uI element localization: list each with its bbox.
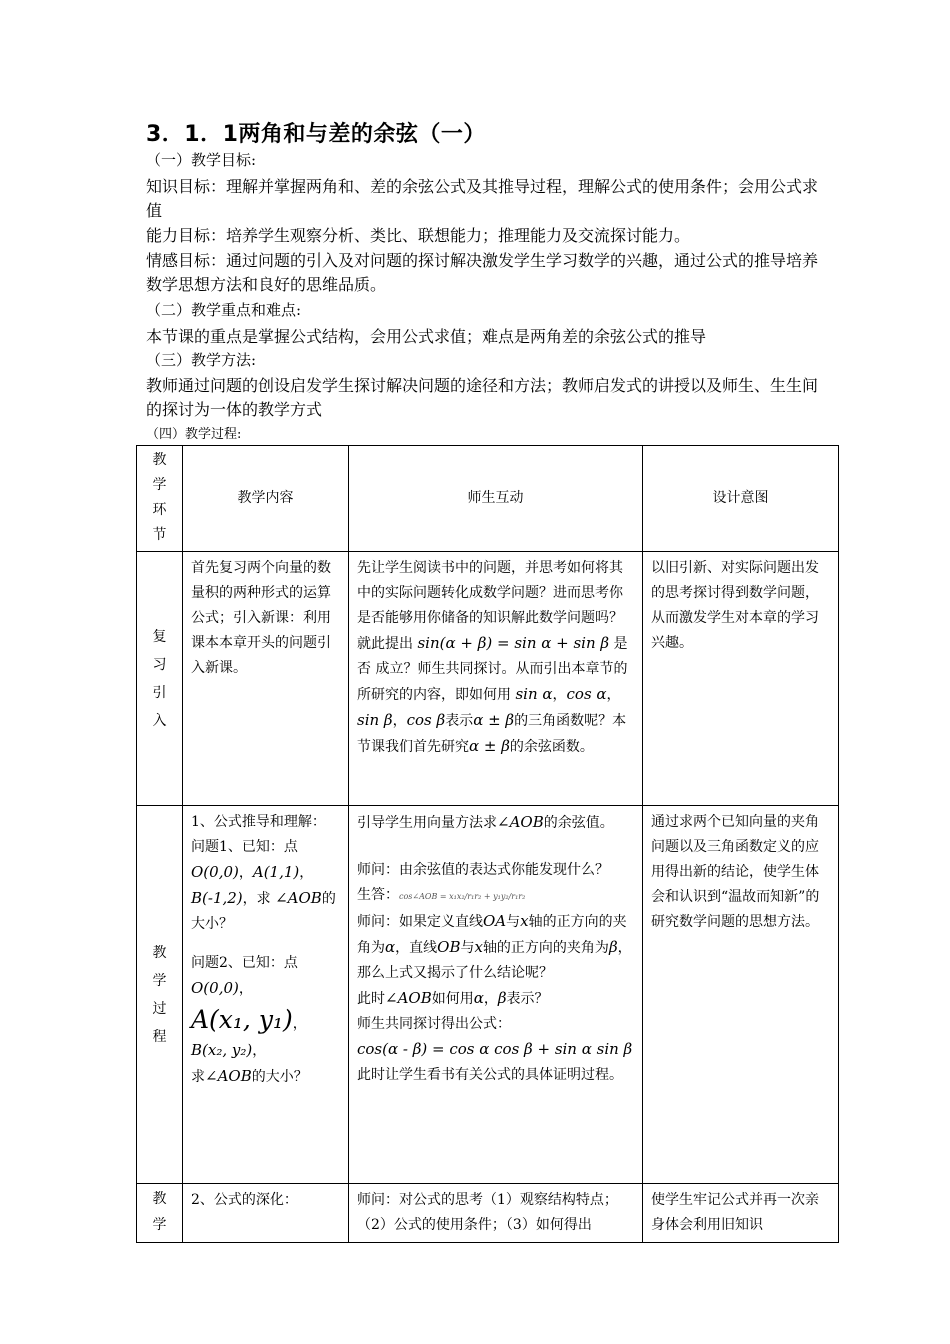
row2-interaction: 引导学生用向量方法求∠AOB的余弦值。 师问：由余弦值的表达式你能发现什么？ 生答：cos∠AOB = x₁x₂/r₁r₂ + y₁y₂/r₁r₂ 师问：如果定义直线OA与x轴的正方向的夹角为α，直线OB与x轴的正方向的夹角为β，那么上式又揭示了什么结论呢？ 此时∠AOB如何用α，β表示？ 师生共同探讨得出公式： cos(α - β) = cos α cos β + sin α sin β 此时让学生看书有关公式的具体证明过程。	[349, 806, 643, 1184]
cosine-expression: cos∠AOB = x₁x₂/r₁r₂ + y₁y₂/r₁r₂	[399, 892, 526, 901]
row1-interaction: 先让学生阅读书中的问题，并思考如何将其中的实际问题转化成数学问题？进而思考你是否能够用你储备的知识解此数学问题吗？就此提出 sin(α + β) = sin α + sin β 是 否 成立？师生共同探讨。从而引出本章节的所研究的内容，即如何用 sin α，cos α，sin β，cos β表示α ± β的三角函数呢？本节课我们首先研究α ± β的余弦函数。	[349, 552, 643, 806]
formula-cos-difference: cos(α - β) = cos α cos β + sin α sin β	[357, 1040, 633, 1058]
document-title: 3．1．1两角和与差的余弦（一）	[146, 122, 486, 147]
knowledge-goal: 知识目标：理解并掌握两角和、差的余弦公式及其推导过程，理解公式的使用条件；会用公式求值	[146, 177, 819, 220]
ability-goal: 能力目标：培养学生观察分析、类比、联想能力；推理能力及交流探讨能力。	[146, 226, 691, 245]
row3-content: 2、公式的深化：	[183, 1184, 349, 1243]
method-heading: （三）教学方法:	[146, 351, 257, 369]
formula-sin-sum: sin(α + β) = sin α + sin β	[417, 634, 610, 652]
header-content: 教学内容	[183, 446, 349, 552]
header-intent: 设计意图	[643, 446, 839, 552]
point-a-formula: A(x₁, y₁)	[191, 1005, 293, 1034]
process-heading: （四）教学过程:	[146, 427, 242, 442]
key-text: 本节课的重点是掌握公式结构，会用公式求值；难点是两角差的余弦公式的推导	[146, 327, 707, 346]
header-interaction: 师生互动	[349, 446, 643, 552]
row3-interaction: 师问：对公式的思考（1）观察结构特点；（2）公式的使用条件；（3）如何得出	[349, 1184, 643, 1243]
method-text: 教师通过问题的创设启发学生探讨解决问题的途径和方法；教师启发式的讲授以及师生、生生间的探讨为一体的教学方式	[146, 376, 819, 419]
table-row-process	[137, 806, 839, 1184]
row3-stage: 教学	[137, 1184, 183, 1243]
goals-heading: （一）教学目标:	[146, 151, 257, 169]
row3-intent: 使学生牢记公式并再一次亲身体会利用旧知识	[643, 1184, 839, 1243]
table-row-deepen	[137, 1184, 839, 1243]
key-heading: （二）教学重点和难点:	[146, 301, 302, 319]
process-table	[136, 445, 839, 1243]
emotion-goal: 情感目标：通过问题的引入及对问题的探讨解决激发学生学习数学的兴趣，通过公式的推导培养数学思想方法和良好的思维品质。	[146, 251, 819, 294]
row2-stage: 教学过程	[137, 806, 183, 1184]
row1-stage: 复习引入	[137, 552, 183, 806]
row1-intent: 以旧引新、对实际问题出发的思考探讨得到数学问题，从而激发学生对本章的学习兴趣。	[643, 552, 839, 806]
row1-content: 首先复习两个向量的数量积的两种形式的运算公式；引入新课：利用课本本章开头的问题引入新课。	[183, 552, 349, 806]
table-header-row	[137, 446, 839, 552]
header-stage: 教学环节	[137, 446, 183, 552]
row2-intent: 通过求两个已知向量的夹角问题以及三角函数定义的应用得出新的结论，使学生体会和认识到“温故而知新”的研究数学问题的思想方法。	[643, 806, 839, 1184]
row2-content: 1、公式推导和理解： 问题1、已知：点 O(0,0)，A(1,1)，B(-1,2)，求 ∠AOB的大小？ 问题2、已知：点 O(0,0)， A(x₁, y₁)， B(x₂, y₂)， 求∠AOB的大小？	[183, 806, 349, 1184]
table-row-review	[137, 552, 839, 806]
